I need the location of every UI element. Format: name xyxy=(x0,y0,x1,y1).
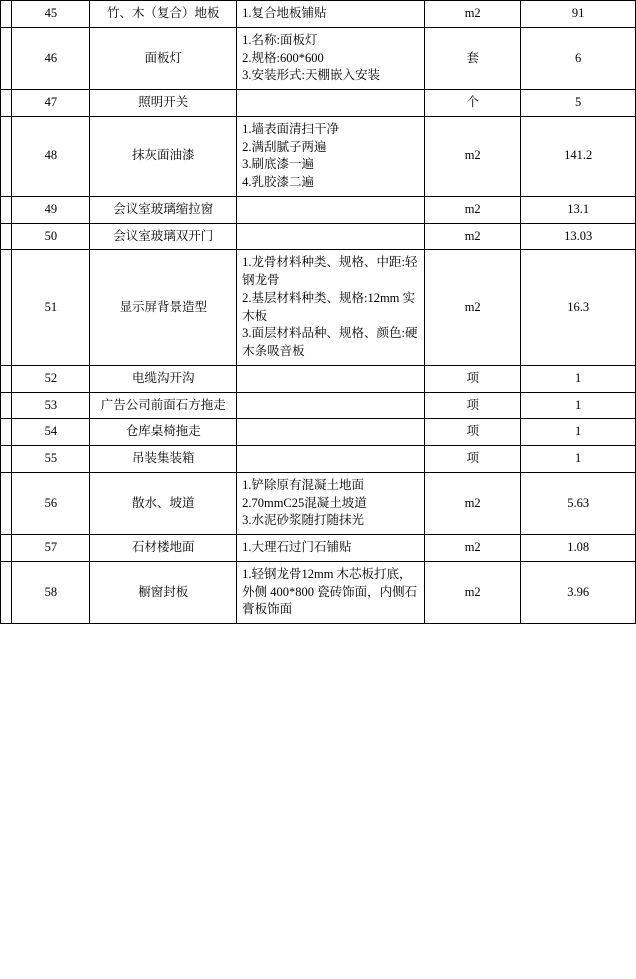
row-lead-cell xyxy=(1,1,12,28)
cell-item-name: 照明开关 xyxy=(90,90,237,117)
cell-quantity: 5 xyxy=(521,90,636,117)
cell-quantity: 13.03 xyxy=(521,223,636,250)
cell-quantity: 1 xyxy=(521,446,636,473)
row-lead-cell xyxy=(1,196,12,223)
row-lead-cell xyxy=(1,250,12,366)
cell-unit: m2 xyxy=(425,561,521,623)
description-line: 1.墙表面清扫干净 xyxy=(242,121,339,136)
row-lead-cell xyxy=(1,535,12,562)
cell-item-description xyxy=(237,535,425,562)
description-line: 1.大理石过门石铺贴 xyxy=(242,540,352,554)
description-line: 3.面层材料品种、规格、颜色:硬木条吸音板 xyxy=(242,326,418,358)
cell-item-number: 48 xyxy=(12,116,90,196)
cell-item-number: 54 xyxy=(12,419,90,446)
cell-quantity: 91 xyxy=(521,1,636,28)
cell-unit: 套 xyxy=(425,27,521,89)
cell-quantity: 3.96 xyxy=(521,561,636,623)
cell-quantity: 13.1 xyxy=(521,196,636,223)
cell-unit: 项 xyxy=(425,419,521,446)
cell-quantity: 6 xyxy=(521,27,636,89)
cell-item-description xyxy=(237,1,425,28)
description-line: 1.复合地板铺贴 xyxy=(242,6,327,20)
cell-item-number: 57 xyxy=(12,535,90,562)
cell-item-number: 45 xyxy=(12,1,90,28)
cell-unit: m2 xyxy=(425,196,521,223)
cell-quantity: 1.08 xyxy=(521,535,636,562)
cell-item-name: 散水、坡道 xyxy=(90,472,237,534)
cell-unit: m2 xyxy=(425,250,521,366)
cell-item-description xyxy=(237,392,425,419)
row-lead-cell xyxy=(1,446,12,473)
description-line: 2.满刮腻子两遍 xyxy=(242,139,327,154)
cell-item-name: 仓库桌椅拖走 xyxy=(90,419,237,446)
description-line: 2.基层材料种类、规格:12mm 实木板 xyxy=(242,290,416,323)
cell-item-description xyxy=(237,90,425,117)
table-row xyxy=(1,472,636,534)
table-row xyxy=(1,196,636,223)
cell-item-description xyxy=(237,27,425,89)
description-line: 4.乳胶漆二遍 xyxy=(242,175,314,189)
cell-quantity: 1 xyxy=(521,365,636,392)
row-lead-cell xyxy=(1,472,12,534)
description-line: 3.水泥砂浆随打随抹光 xyxy=(242,513,364,528)
row-lead-cell xyxy=(1,365,12,392)
cell-unit: m2 xyxy=(425,223,521,250)
cell-item-number: 51 xyxy=(12,250,90,366)
cell-quantity: 1 xyxy=(521,392,636,419)
cell-item-description xyxy=(237,446,425,473)
description-line: 1.名称:面板灯 xyxy=(242,32,318,47)
description-line: 2.70mmC25混凝土坡道 xyxy=(242,495,367,510)
description-line: 3.安装形式:天棚嵌入安装 xyxy=(242,68,380,83)
cell-item-name: 竹、木（复合）地板 xyxy=(90,1,237,28)
cell-unit: m2 xyxy=(425,116,521,196)
cell-item-number: 50 xyxy=(12,223,90,250)
cell-item-number: 56 xyxy=(12,472,90,534)
cell-item-name: 会议室玻璃缩拉窗 xyxy=(90,196,237,223)
cell-item-number: 49 xyxy=(12,196,90,223)
row-lead-cell xyxy=(1,392,12,419)
cell-quantity: 5.63 xyxy=(521,472,636,534)
description-line: 1.铲除原有混凝土地面 xyxy=(242,477,364,492)
cell-item-number: 47 xyxy=(12,90,90,117)
description-line: 3.刷底漆一遍 xyxy=(242,157,314,172)
table-row xyxy=(1,446,636,473)
cell-item-name: 广告公司前面石方拖走 xyxy=(90,392,237,419)
description-line: 1.龙骨材料种类、规格、中距:轻钢龙骨 xyxy=(242,255,418,287)
cell-item-name: 显示屏背景造型 xyxy=(90,250,237,366)
cell-unit: 项 xyxy=(425,446,521,473)
row-lead-cell xyxy=(1,90,12,117)
cell-item-description xyxy=(237,250,425,366)
cell-item-name: 石材楼地面 xyxy=(90,535,237,562)
cell-item-number: 52 xyxy=(12,365,90,392)
cell-unit: m2 xyxy=(425,1,521,28)
cell-quantity: 1 xyxy=(521,419,636,446)
row-lead-cell xyxy=(1,561,12,623)
cell-quantity: 16.3 xyxy=(521,250,636,366)
table-row xyxy=(1,27,636,89)
cell-item-description xyxy=(237,365,425,392)
cell-unit: 个 xyxy=(425,90,521,117)
cell-item-number: 53 xyxy=(12,392,90,419)
cell-quantity: 141.2 xyxy=(521,116,636,196)
cell-item-number: 46 xyxy=(12,27,90,89)
table-row xyxy=(1,365,636,392)
cell-item-number: 55 xyxy=(12,446,90,473)
table-row xyxy=(1,561,636,623)
row-lead-cell xyxy=(1,419,12,446)
cell-unit: 项 xyxy=(425,365,521,392)
description-line: 1.轻钢龙骨12mm 木芯板打底，外侧 400*800 瓷砖饰面，内侧石膏板饰面 xyxy=(242,566,418,617)
table-row xyxy=(1,535,636,562)
cell-item-description xyxy=(237,472,425,534)
cell-unit: m2 xyxy=(425,472,521,534)
cell-item-name: 面板灯 xyxy=(90,27,237,89)
row-lead-cell xyxy=(1,223,12,250)
cell-item-description xyxy=(237,561,425,623)
table-row xyxy=(1,116,636,196)
table-row xyxy=(1,90,636,117)
table-row xyxy=(1,1,636,28)
table-row xyxy=(1,223,636,250)
cell-item-number: 58 xyxy=(12,561,90,623)
cell-item-description xyxy=(237,419,425,446)
table-row xyxy=(1,392,636,419)
cell-item-name: 会议室玻璃双开门 xyxy=(90,223,237,250)
cell-item-description xyxy=(237,116,425,196)
table-row xyxy=(1,419,636,446)
cell-item-name: 电缆沟开沟 xyxy=(90,365,237,392)
cell-item-name: 橱窗封板 xyxy=(90,561,237,623)
cell-item-name: 吊装集装箱 xyxy=(90,446,237,473)
cell-item-description xyxy=(237,223,425,250)
cell-unit: 项 xyxy=(425,392,521,419)
cell-unit: m2 xyxy=(425,535,521,562)
description-line: 2.规格:600*600 xyxy=(242,50,324,65)
row-lead-cell xyxy=(1,116,12,196)
cell-item-name: 抹灰面油漆 xyxy=(90,116,237,196)
table-body xyxy=(1,1,636,624)
table-row xyxy=(1,250,636,366)
row-lead-cell xyxy=(1,27,12,89)
cell-item-description xyxy=(237,196,425,223)
